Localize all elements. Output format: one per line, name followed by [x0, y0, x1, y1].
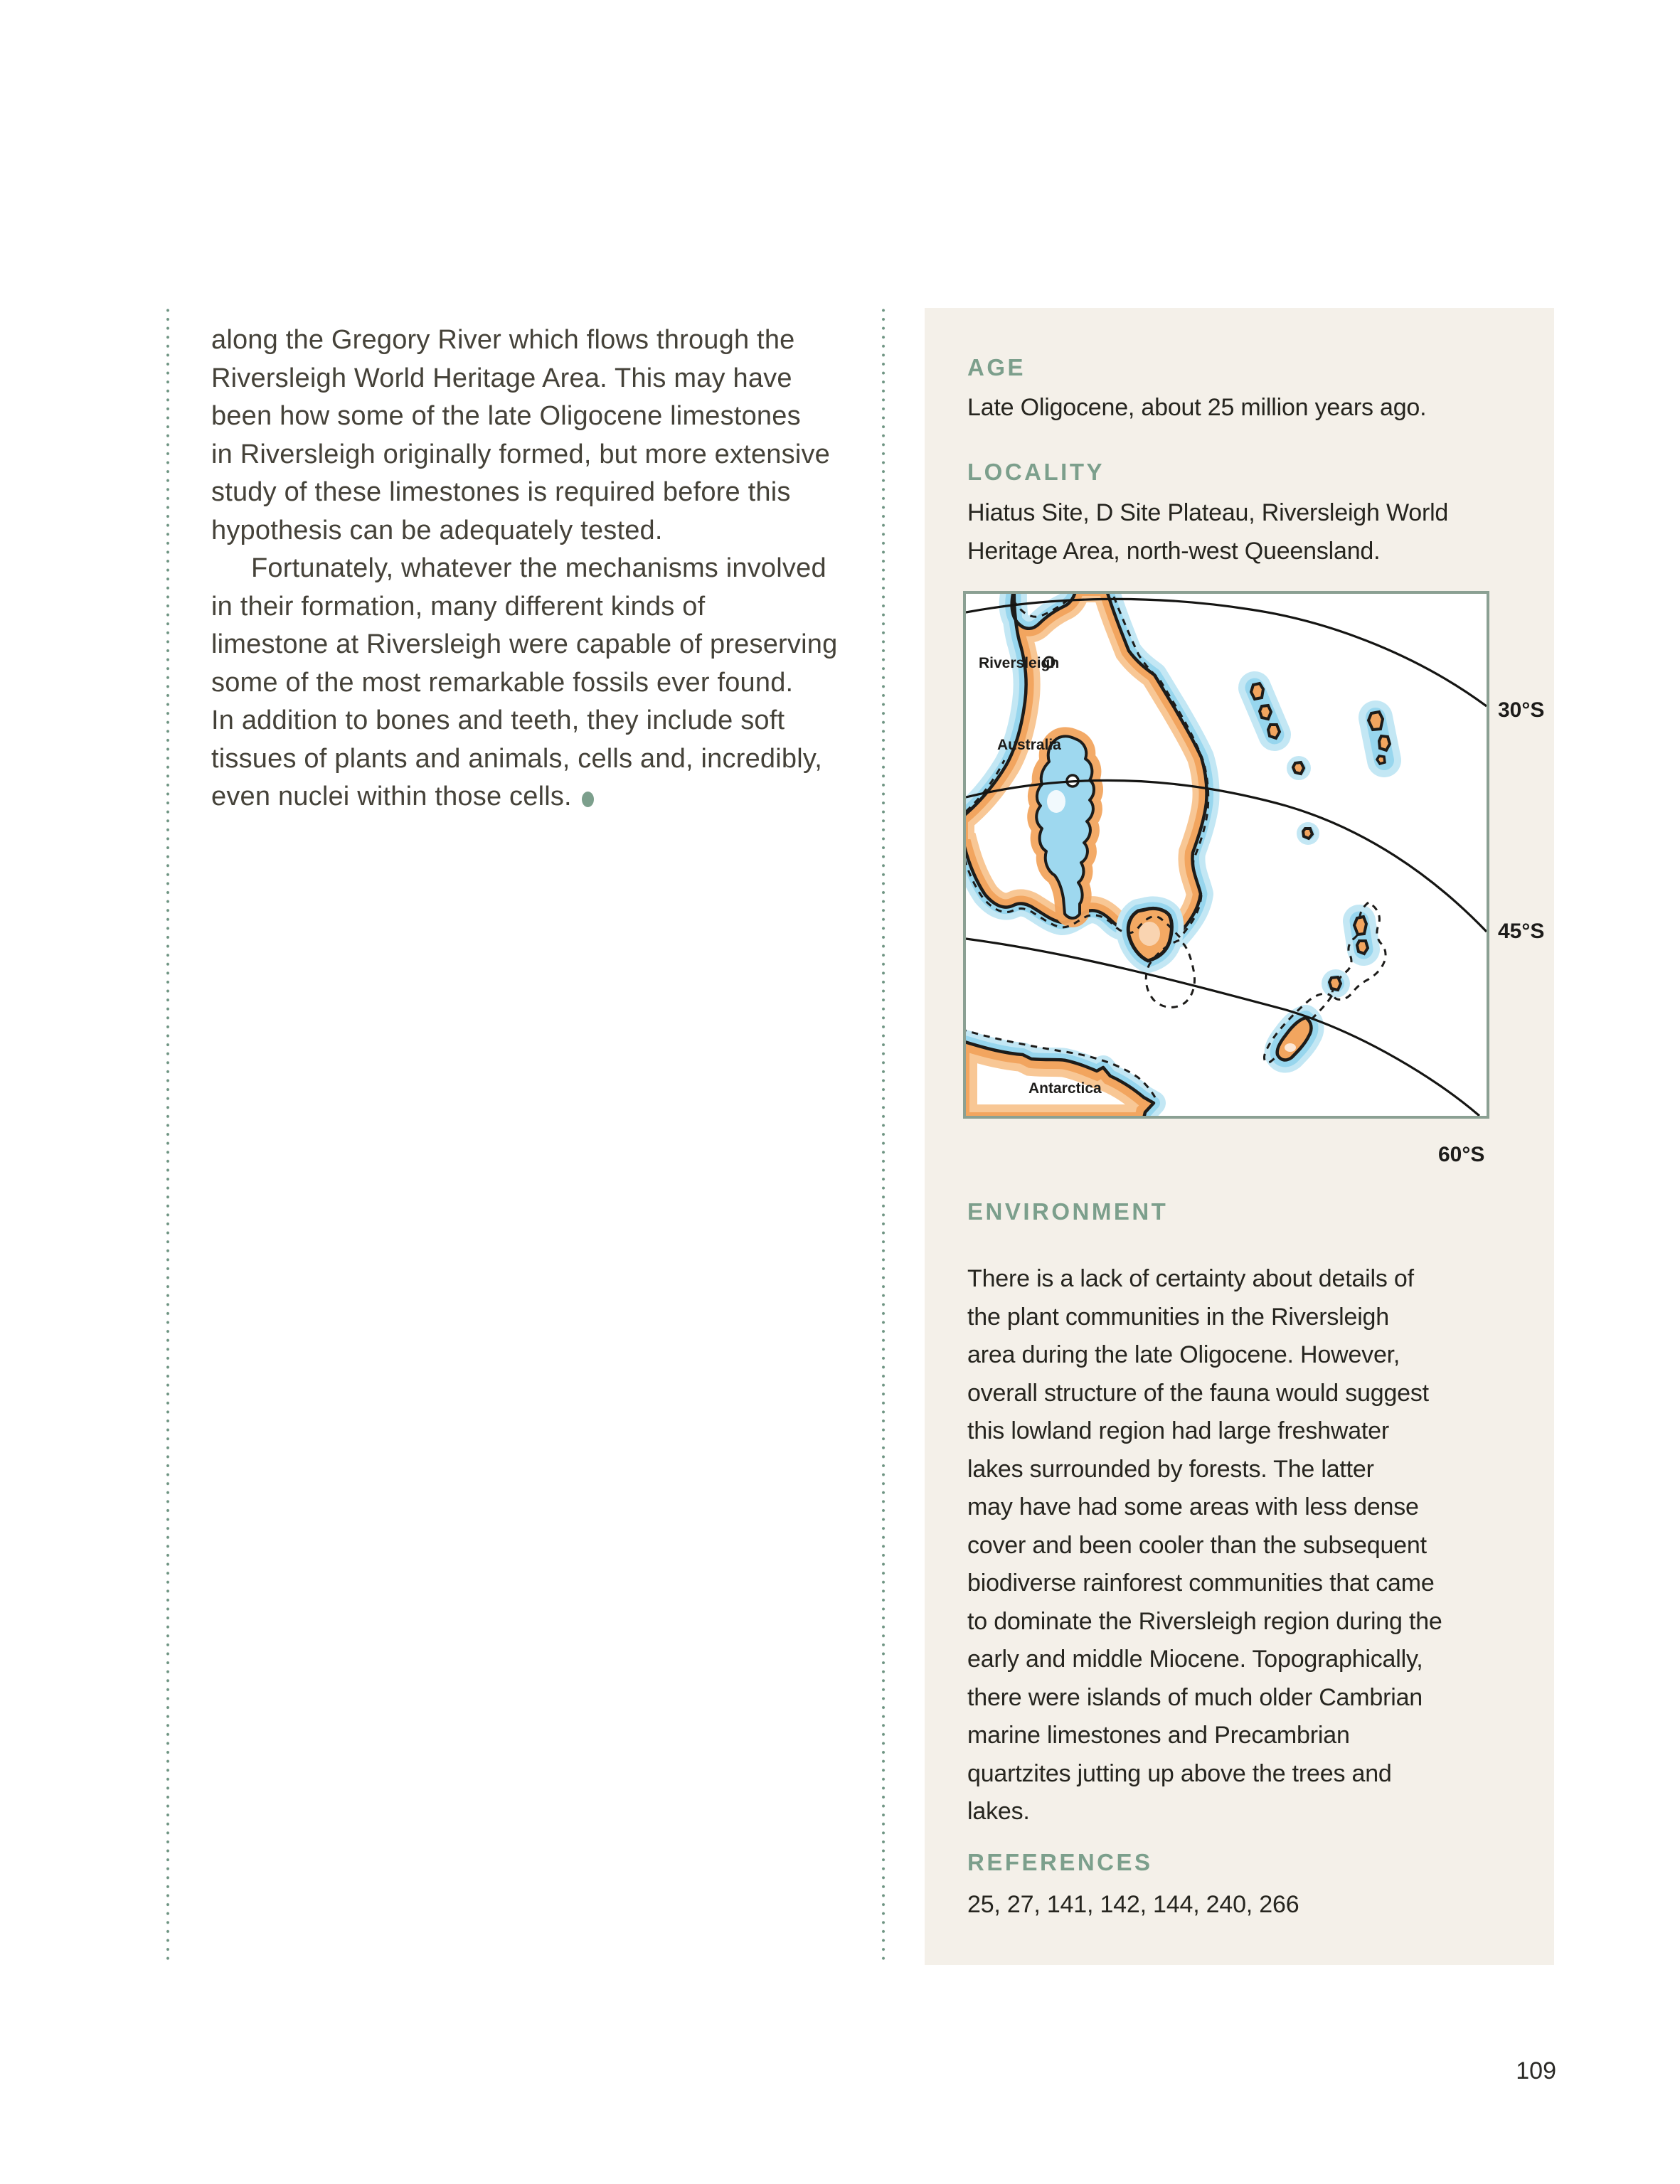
environment-line: there were islands of much older Cambrian	[967, 1683, 1423, 1711]
environment-line: area during the late Oligocene. However,	[967, 1341, 1400, 1368]
latitude-label-45s: 45°S	[1498, 920, 1545, 943]
riversleigh-label: Riversleigh	[979, 655, 1060, 671]
environment-line: overall structure of the fauna would suggest	[967, 1379, 1429, 1407]
age-section-title: AGE	[967, 354, 1026, 380]
body-line: Fortunately, whatever the mechanisms involved	[251, 553, 826, 583]
environment-line: biodiverse rainforest communities that came	[967, 1570, 1435, 1597]
environment-section-title: ENVIRONMENT	[967, 1198, 1169, 1225]
islet-small-1	[1287, 756, 1311, 780]
environment-line: early and middle Miocene. Topographically,	[967, 1646, 1423, 1673]
environment-section-body	[967, 1260, 1442, 1831]
references-section-body	[967, 1886, 1299, 1924]
locality-line: Heritage Area, north-west Queensland.	[967, 537, 1381, 565]
body-line: limestone at Riversleigh were capable of preserving	[211, 629, 838, 659]
island-chain-northeast	[1251, 683, 1280, 738]
antarctica-landmass	[966, 1029, 1155, 1116]
references-line: 25, 27, 141, 142, 144, 240, 266	[967, 1891, 1299, 1918]
islet-small-2	[1297, 822, 1319, 845]
environment-line: quartzites jutting up above the trees and	[967, 1759, 1392, 1787]
island-chain-east	[1368, 712, 1390, 764]
center-dotted-rule	[881, 308, 886, 1965]
environment-line: There is a lack of certainty about details of	[967, 1265, 1414, 1292]
environment-line: cover and been cooler than the subsequent	[967, 1531, 1427, 1559]
body-line: along the Gregory River which flows through the	[211, 325, 795, 355]
body-line: tissues of plants and animals, cells and, incredibly,	[211, 743, 822, 774]
references-section-title: REFERENCES	[967, 1849, 1153, 1875]
paleomap-svg	[966, 594, 1487, 1116]
body-line: in Riversleigh originally formed, but more extensive	[211, 439, 831, 469]
body-text-column	[211, 321, 880, 816]
age-line: Late Oligocene, about 25 million years ago.	[967, 394, 1427, 421]
environment-line: lakes surrounded by forests. The latter	[967, 1455, 1374, 1483]
fact-panel	[925, 308, 1554, 1965]
environment-line: marine limestones and Precambrian	[967, 1722, 1350, 1749]
environment-line: may have had some areas with less dense	[967, 1493, 1419, 1520]
body-line: in their formation, many different kinds of	[211, 591, 706, 622]
environment-line: lakes.	[967, 1798, 1030, 1825]
body-line: In addition to bones and teeth, they include soft	[211, 705, 785, 735]
environment-line: the plant communities in the Riversleigh	[967, 1303, 1389, 1331]
environment-line: to dominate the Riversleigh region during the	[967, 1607, 1442, 1635]
age-section-body	[967, 389, 1426, 427]
body-line: study of these limestones is required before this	[211, 477, 791, 507]
page-number: 109	[1516, 2057, 1556, 2084]
australia-label: Australia	[997, 737, 1061, 753]
new-zealand	[1264, 902, 1386, 1062]
body-line	[211, 778, 880, 816]
locality-section-title: LOCALITY	[967, 459, 1105, 485]
paleogeography-map	[963, 591, 1489, 1119]
antarctica-label: Antarctica	[1028, 1080, 1102, 1097]
article-end-dot	[582, 792, 594, 807]
environment-line: this lowland region had large freshwater	[967, 1417, 1390, 1444]
locality-line: Hiatus Site, D Site Plateau, Riversleigh World	[967, 499, 1449, 526]
latitude-label-30s: 30°S	[1498, 698, 1545, 722]
locality-section-body	[967, 494, 1448, 570]
body-line-text: even nuclei within those cells.	[211, 782, 572, 811]
left-column-dotted-rule	[166, 308, 170, 1965]
body-line: Riversleigh World Heritage Area. This may have	[211, 363, 792, 393]
inland-sea-white-patch	[1047, 790, 1065, 813]
body-line: hypothesis can be adequately tested.	[211, 515, 663, 545]
body-line: been how some of the late Oligocene limestones	[211, 401, 801, 431]
latitude-label-60s: 60°S	[1438, 1143, 1485, 1166]
body-line: some of the most remarkable fossils ever found.	[211, 667, 794, 698]
